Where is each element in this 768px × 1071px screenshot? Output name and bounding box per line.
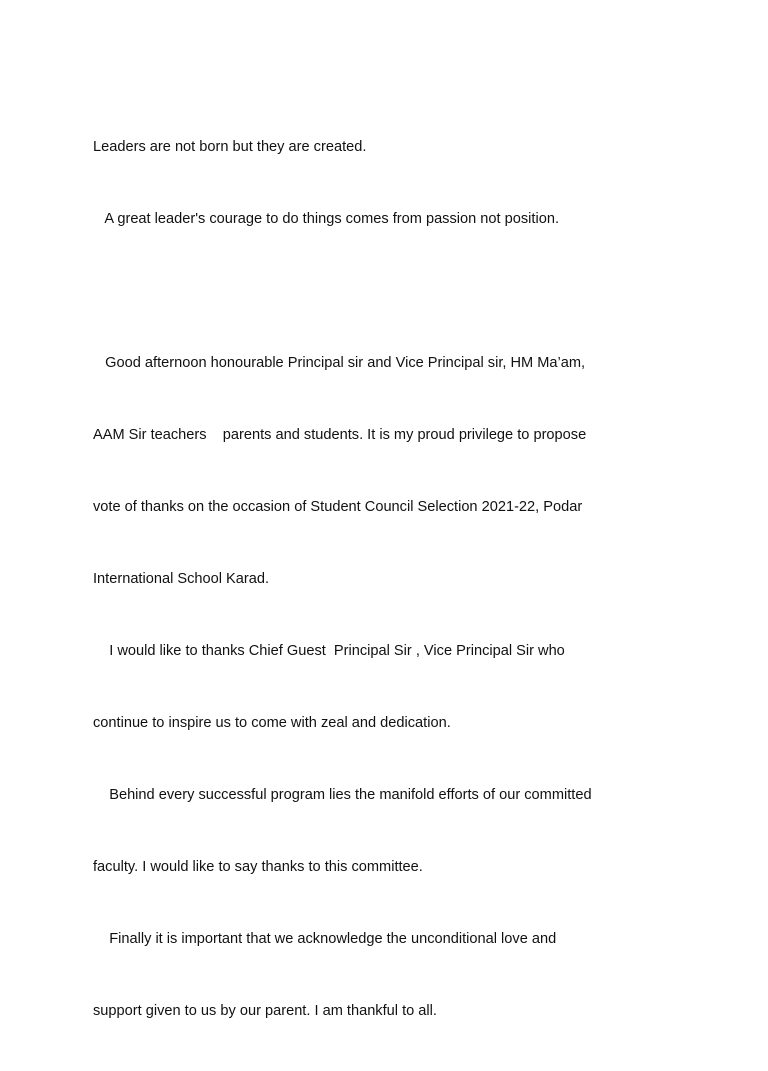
paragraph-line: International School Karad. bbox=[93, 571, 270, 587]
paragraph-line: support given to us by our parent. I am thankful to all. bbox=[93, 1003, 437, 1019]
document-body bbox=[93, 87, 693, 1071]
blank-line bbox=[93, 279, 693, 303]
paragraph-line: I would like to thanks Chief Guest Principal Sir , Vice Principal Sir who bbox=[93, 643, 565, 659]
quote-line-1: Leaders are not born but they are created. bbox=[93, 139, 367, 155]
paragraph-line: Good afternoon honourable Principal sir and Vice Principal sir, HM Ma’am, bbox=[93, 355, 586, 371]
paragraph-line: Finally it is important that we acknowledge the unconditional love and bbox=[93, 931, 557, 947]
paragraph-line: faculty. I would like to say thanks to this committee. bbox=[93, 859, 423, 875]
paragraph-line: vote of thanks on the occasion of Student Council Selection 2021-22, Podar bbox=[93, 499, 583, 515]
paragraph-line: continue to inspire us to come with zeal and dedication. bbox=[93, 715, 451, 731]
paragraph-line: Behind every successful program lies the manifold efforts of our committed bbox=[93, 787, 592, 803]
quote-line-2: A great leader's courage to do things comes from passion not position. bbox=[93, 211, 560, 227]
paragraph-line: AAM Sir teachers parents and students. It is my proud privilege to propose bbox=[93, 427, 587, 443]
